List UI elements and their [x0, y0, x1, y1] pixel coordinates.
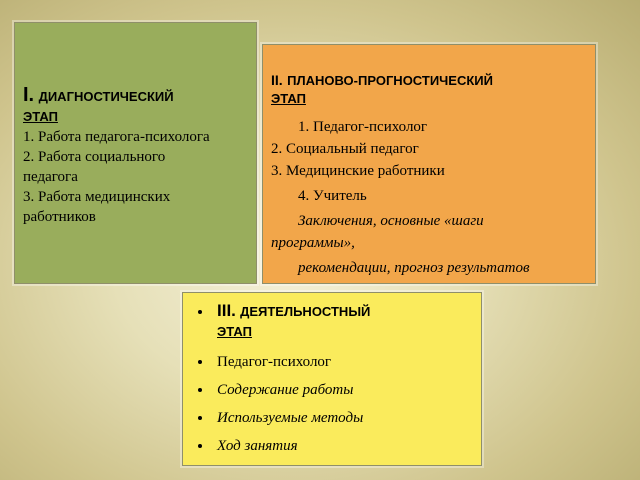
- stage-2-title: ПЛАНОВО-ПРОГНОСТИЧЕСКИЙ: [287, 73, 493, 88]
- stage-2-item: 4. Учитель: [298, 188, 367, 204]
- stage-1-item: 1. Работа педагога-психолога: [23, 129, 210, 145]
- stage-3-box: [182, 292, 482, 466]
- stage-2-heading: [271, 71, 589, 108]
- stage-1-item: работников: [23, 209, 96, 225]
- stage-3-item: • Используемые методы: [213, 408, 475, 428]
- stage-3-list: [191, 301, 475, 456]
- stage-1-item: 2. Работа социального: [23, 149, 166, 165]
- stage-3-title: ДЕЯТЕЛЬНОСТНЫЙ: [240, 304, 371, 319]
- stage-3-item: • Содержание работы: [213, 380, 475, 400]
- stage-1-item: 3. Работа медицинских: [23, 189, 171, 205]
- stage-1-numeral: I.: [23, 84, 35, 106]
- stage-3-title-suffix: ЭТАП: [217, 324, 252, 339]
- stage-2-note: программы»,: [271, 235, 355, 251]
- stage-2-note: Заключения, основные «шаги: [298, 213, 484, 229]
- stage-1-heading: [23, 85, 250, 127]
- stage-2-item: 2. Социальный педагог: [271, 141, 419, 157]
- stage-3-item: • Педагог-психолог: [213, 352, 475, 372]
- stage-1-title-suffix: ЭТАП: [23, 109, 58, 124]
- stage-2-title-suffix: ЭТАП: [271, 91, 306, 106]
- stage-2-item: 3. Медицинские работники: [271, 163, 445, 179]
- stage-2-item: 1. Педагог-психолог: [298, 119, 428, 135]
- stage-2-numeral: II.: [271, 72, 283, 88]
- stage-1-box: [14, 22, 257, 284]
- stage-3-item: • Ход занятия: [213, 436, 475, 456]
- stage-1-title: ДИАГНОСТИЧЕСКИЙ: [38, 89, 174, 104]
- stage-3-heading: [213, 301, 475, 342]
- stage-2-note: рекомендации, прогноз результатов: [298, 260, 530, 276]
- stage-2-box: [262, 44, 596, 284]
- stage-1-item: педагога: [23, 169, 78, 185]
- stage-3-numeral: III.: [217, 301, 236, 320]
